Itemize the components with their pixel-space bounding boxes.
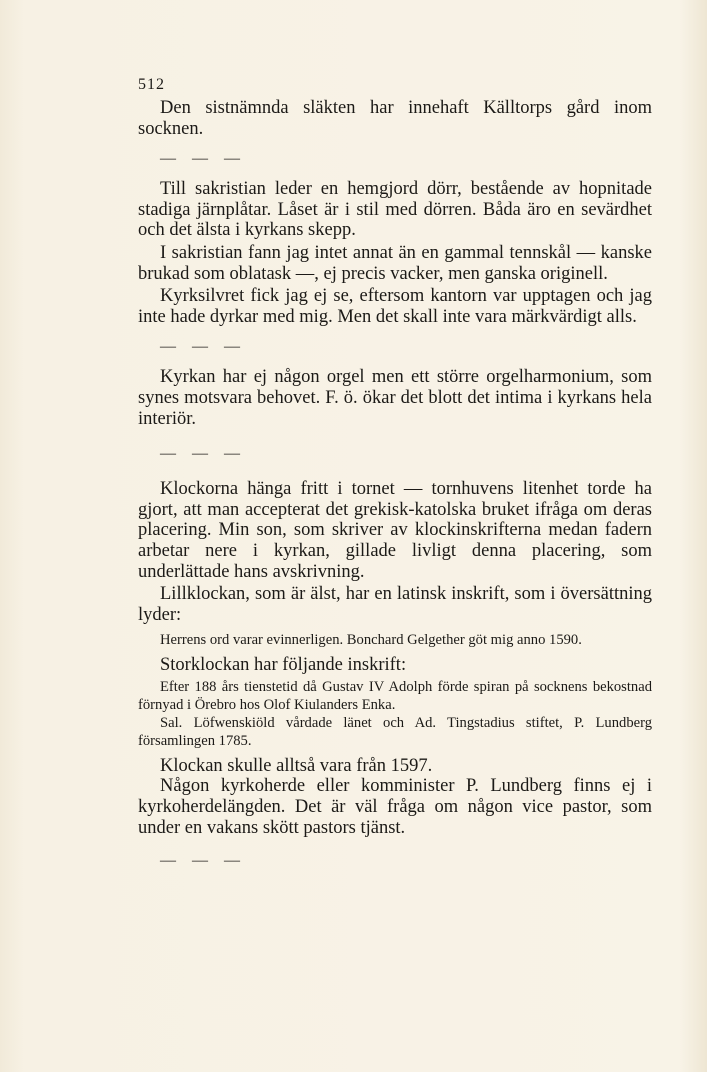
paragraph-7: Lillklockan, som är älst, har en latinsk inskrift, som i översättning lyder: (138, 584, 652, 625)
paragraph-6: Klockorna hänga fritt i tornet — tornhuvens litenhet torde ha gjort, att man accepterat det grekisk-katolska bruket ifråga om deras placering. Min son, som skriver av klockinskrifterna medan fadern arbetar nere i kyrkan, gillade livligt denna placering, som underlättade hans avskrivning. (138, 479, 652, 582)
section-separator-4: — — — (160, 852, 246, 870)
page-content (138, 76, 652, 870)
section-separator-3: — — — (160, 445, 246, 463)
paragraph-8: Storklockan har följande inskrift: (160, 655, 407, 676)
paragraph-4: Kyrksilvret fick jag ej se, eftersom kantorn var upptagen och jag inte hade dyrkar med mig. Men det skall inte vara märkvärdigt alls. (138, 286, 652, 327)
paragraph-9: Klockan skulle alltså vara från 1597. (160, 755, 433, 776)
inscription-large-bell-part-2: Sal. Löfwenskiöld vårdade länet och Ad. Tingstadius stiftet, P. Lundberg församlingen 1785. (138, 714, 652, 749)
paragraph-5: Kyrkan har ej någon orgel men ett större orgelharmonium, som synes motsvara behovet. F. ö. ökar det blott det intima i kyrkans hela interiör. (138, 367, 652, 429)
section-separator-1: — — — (160, 150, 246, 168)
paragraph-3: I sakristian fann jag intet annat än en gammal tennskål — kanske brukad som oblatask —, ej precis vacker, men ganska originell. (138, 242, 652, 284)
page-number: 512 (138, 76, 165, 93)
inscription-small-bell: Herrens ord varar evinnerligen. Bonchard Gelgether göt mig anno 1590. (160, 632, 582, 649)
paragraph-2: Till sakristian leder en hemgjord dörr, bestående av hopnitade stadiga järnplåtar. Låset är i stil med dörren. Båda äro en sevärdhet och det älsta i kyrkans skepp. (138, 179, 652, 241)
paragraph-10: Någon kyrkoherde eller komminister P. Lundberg finns ej i kyrkoherdelängden. Det är väl fråga om någon vice pastor, som under en vakans skött pastors tjänst. (138, 776, 652, 838)
inscription-large-bell-part-1: Efter 188 års tienstetid då Gustav IV Adolph förde spiran på socknens bekostnad förnyad i Örebro hos Olof Kiulanders Enka. (138, 678, 652, 713)
paragraph-1: Den sistnämnda släkten har innehaft Källtorps gård inom socknen. (138, 98, 652, 139)
section-separator-2: — — — (160, 338, 246, 356)
